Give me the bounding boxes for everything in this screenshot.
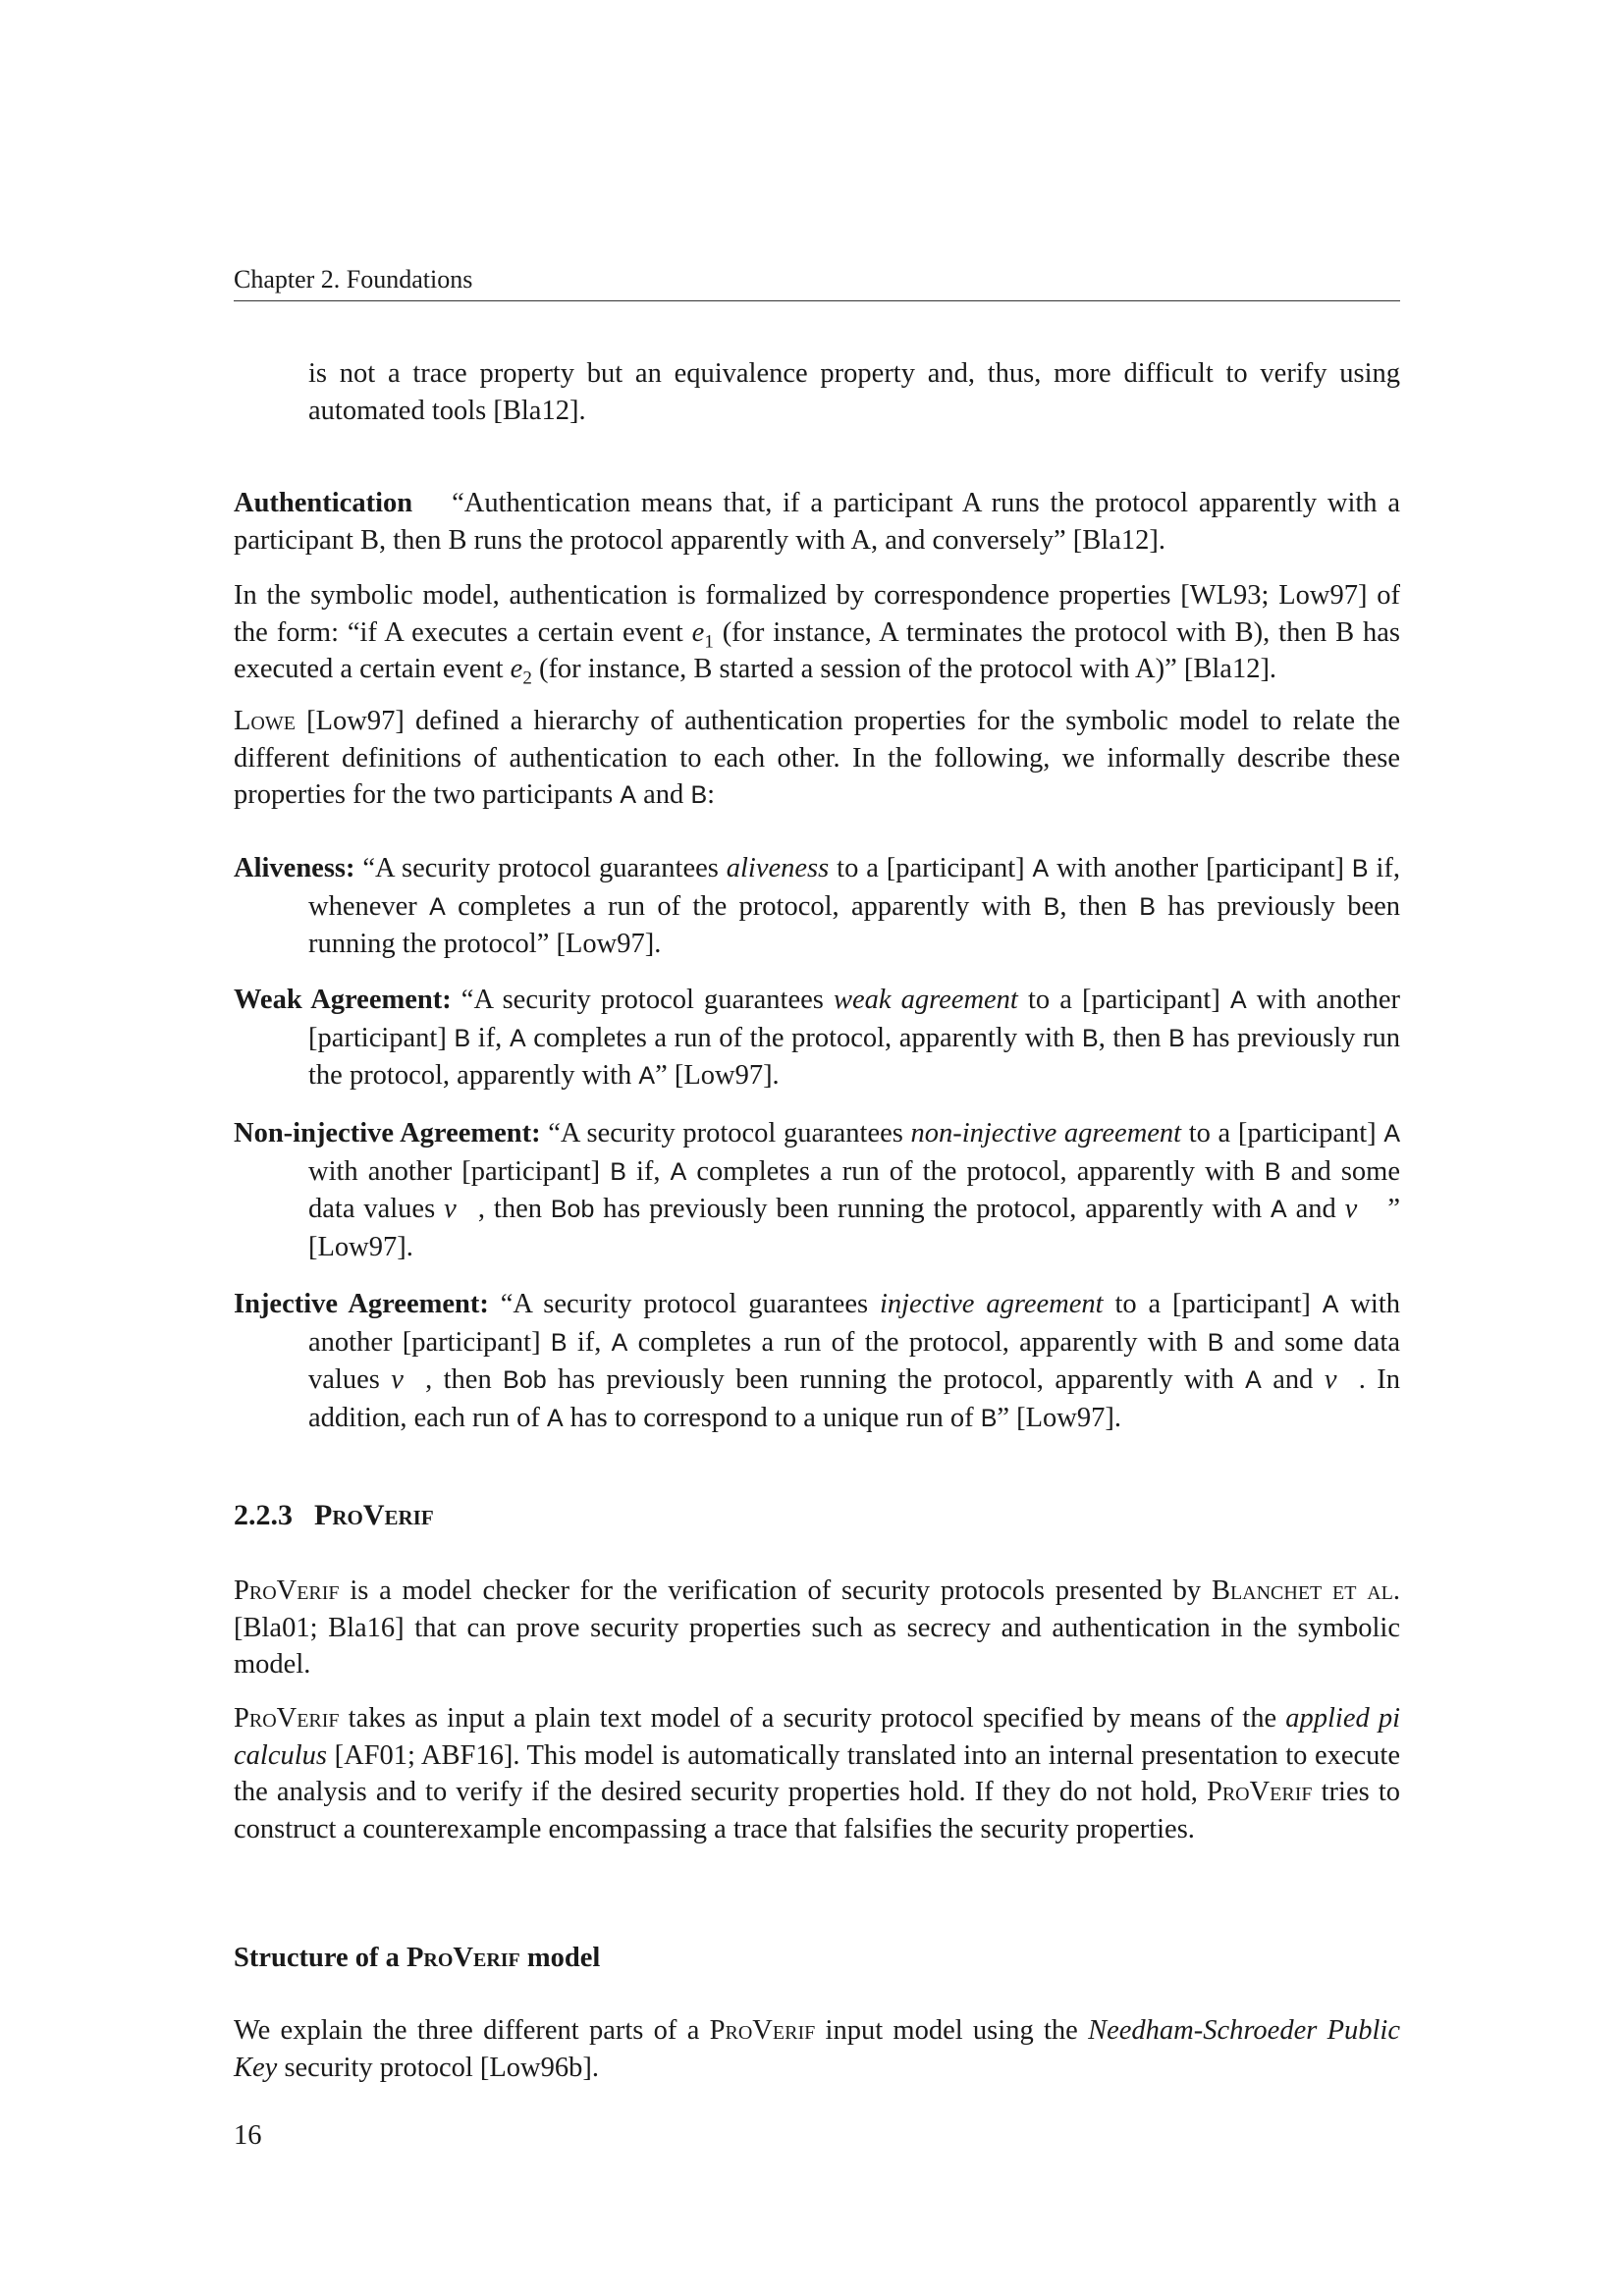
section-number: 2.2.3 bbox=[234, 1499, 293, 1531]
proverif-input-paragraph: ProVerif takes as input a plain text model of a security protocol specified by means of the applied pi calculus [AF01; ABF16]. This model is automatically translated into an internal presentation to execute the analysis and to verify if the desired security properties hold. If they do not hold, ProVerif tries to construct a counterexample encompassing a trace that falsifies the security properties. bbox=[234, 1703, 1400, 1844]
definition-non-injective-agreement: Non-injective Agreement: “A security protocol guarantees non-injective agreement to a [participant] A with another [participant] B if, A completes a run of the protocol, apparently with B and some data values v⃗, then Bob has previously been running the protocol, apparently with A and v⃗ ” [Low97]. bbox=[234, 1118, 1400, 1262]
correspondence-paragraph: In the symbolic model, authentication is formalized by correspondence properties [WL93; Low97] of the form: “if A executes a certain event $e_1$ (for instance, A terminates the protocol with B), then B has executed a certain event $e_2$ (for instance, B started a session of the protocol with A)” [Bla12]. bbox=[234, 580, 1400, 689]
authentication-heading: Authentication bbox=[234, 488, 413, 518]
authentication-quote: “Authentication means that, if a participant A runs the protocol apparently with a participant B, then B runs the protocol apparently with A, and conversely” [Bla12]. bbox=[234, 488, 1400, 556]
running-head: Chapter 2. Foundations bbox=[234, 263, 1400, 301]
definition-aliveness: Aliveness: “A security protocol guarantees aliveness to a [participant] A with another [participant] B if, whenever A completes a run of the protocol, apparently with B, then B has previously been running the protocol” [Low97]. bbox=[234, 853, 1400, 959]
definition-term: Non-injective Agreement: bbox=[234, 1118, 541, 1148]
section-heading bbox=[234, 1496, 1400, 1535]
author-lowe: Lowe bbox=[234, 706, 296, 736]
subsection-heading: Structure of a ProVerif model bbox=[234, 1943, 601, 1973]
definition-injective-agreement: Injective Agreement: “A security protocol guarantees injective agreement to a [participant] A with another [participant] B if, A completes a run of the protocol, apparently with B and some data values v⃗, then Bob has previously been running the protocol, apparently with A and v⃗. In addition, each run of A has to correspond to a unique run of B” [Low97]. bbox=[234, 1289, 1400, 1433]
definition-term: Weak Agreement: bbox=[234, 985, 452, 1015]
authentication-paragraph bbox=[234, 485, 1400, 559]
lowe-paragraph: Lowe [Low97] defined a hierarchy of authentication properties for the symbolic model to relate the different definitions of authentication to each other. In the following, we informally describe these properties for the two participants A and B: bbox=[234, 706, 1400, 810]
structure-paragraph: We explain the three different parts of a ProVerif input model using the Needham-Schroeder Public Key security protocol [Low96b]. bbox=[234, 2015, 1401, 2083]
definition-term: Aliveness: bbox=[234, 853, 355, 883]
section-title: ProVerif bbox=[314, 1499, 434, 1531]
proverif-intro-paragraph: ProVerif is a model checker for the verification of security protocols presented by Blanchet et al. [Bla01; Bla16] that can prove security properties such as secrecy and authentication in the symbolic model. bbox=[234, 1575, 1400, 1680]
definition-term: Injective Agreement: bbox=[234, 1289, 489, 1319]
page-number: 16 bbox=[234, 2120, 262, 2151]
definition-weak-agreement: Weak Agreement: “A security protocol guarantees weak agreement to a [participant] A with another [participant] B if, A completes a run of the protocol, apparently with B, then B has previously run the protocol, apparently with A” [Low97]. bbox=[234, 985, 1400, 1091]
continuation-paragraph: is not a trace property but an equivalence property and, thus, more difficult to verify using automated tools [Bla12]. bbox=[308, 358, 1400, 426]
